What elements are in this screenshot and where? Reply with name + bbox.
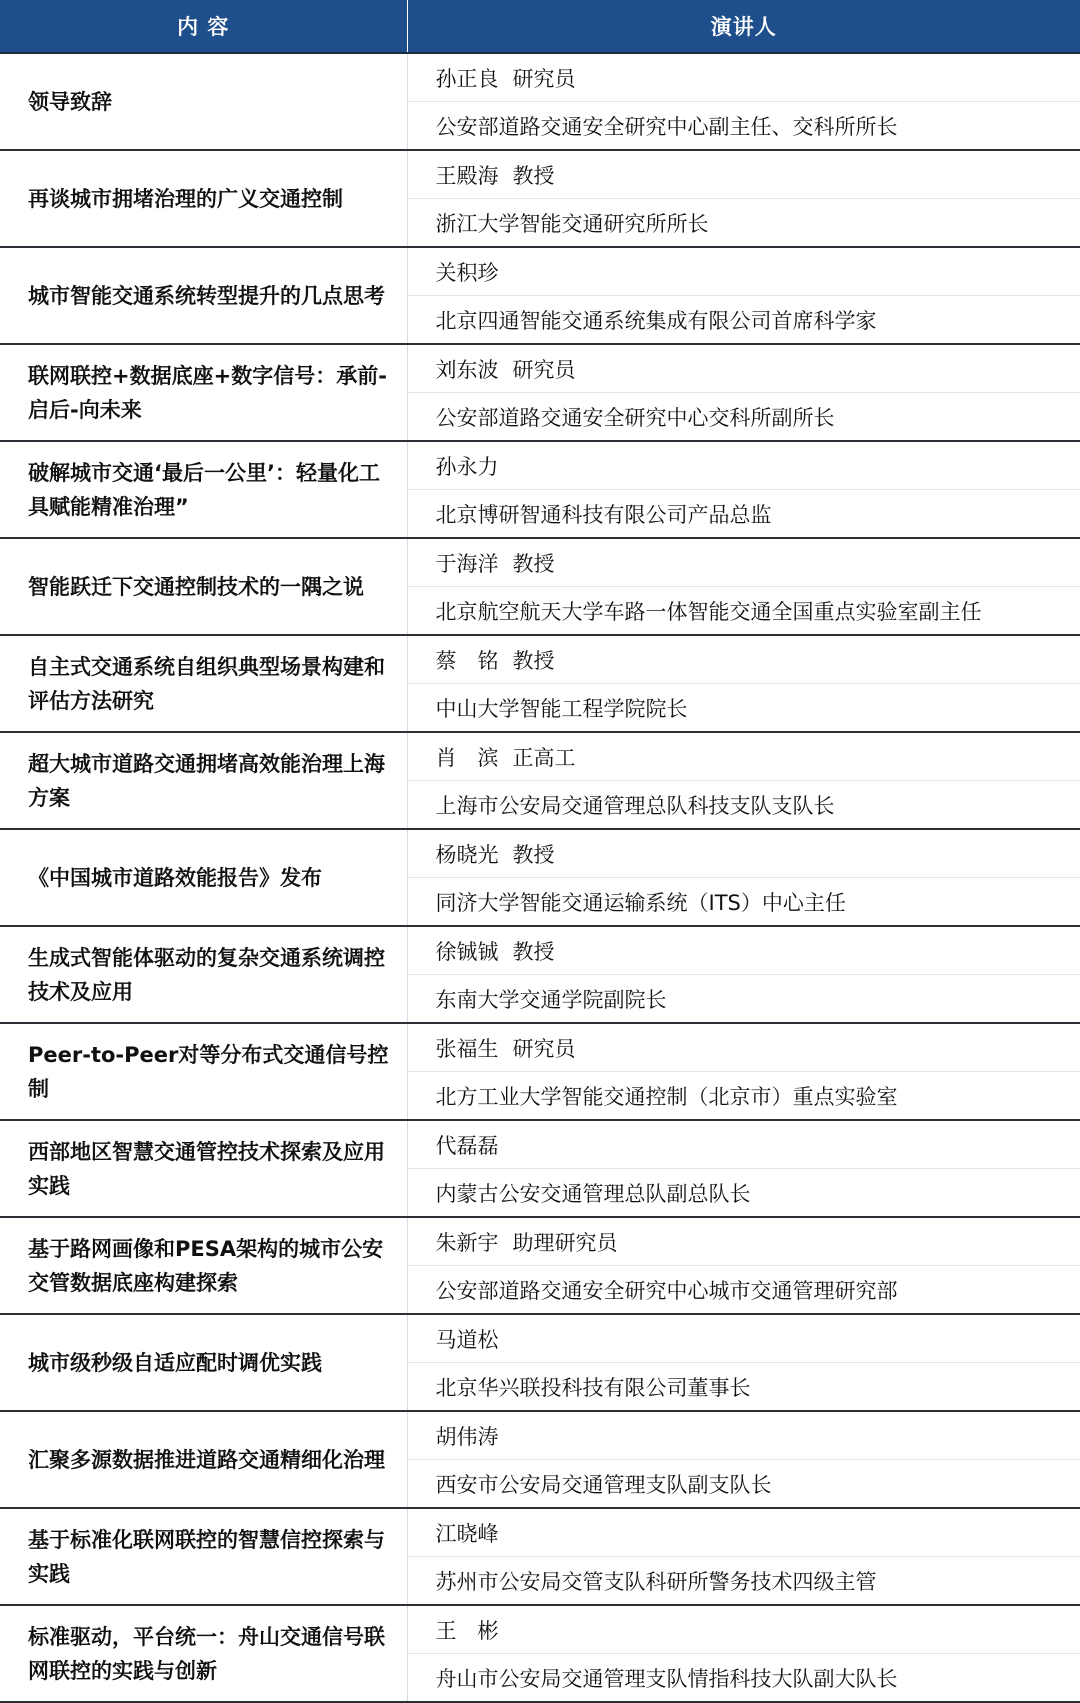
speaker-name: 张福生 [435, 1036, 499, 1061]
talk-topic: 《中国城市道路效能报告》发布 [0, 829, 407, 926]
speaker-cell [407, 829, 1080, 878]
table-row [0, 926, 1080, 975]
talk-topic: 超大城市道路交通拥堵高效能治理上海方案 [0, 732, 407, 829]
speaker-affiliation: 上海市公安局交通管理总队科技支队支队长 [407, 781, 1080, 830]
speaker-title: 教授 [512, 163, 555, 188]
speaker-cell [407, 53, 1080, 102]
speaker-title: 正高工 [512, 745, 576, 770]
speaker-affiliation: 北京四通智能交通系统集成有限公司首席科学家 [407, 296, 1080, 345]
speaker-name: 孙正良 [435, 66, 499, 91]
header-speaker: 演讲人 [407, 0, 1080, 53]
table-row [0, 150, 1080, 199]
speaker-cell [407, 150, 1080, 199]
speaker-name: 蔡 铭 [435, 648, 499, 673]
speaker-cell [407, 1217, 1080, 1266]
speaker-name: 朱新宇 [435, 1230, 499, 1255]
speaker-cell [407, 247, 1080, 296]
speaker-cell [407, 732, 1080, 781]
speaker-affiliation: 公安部道路交通安全研究中心副主任、交科所所长 [407, 102, 1080, 151]
speaker-title: 教授 [512, 648, 555, 673]
table-row [0, 538, 1080, 587]
speaker-cell [407, 1314, 1080, 1363]
talk-topic: 汇聚多源数据推进道路交通精细化治理 [0, 1411, 407, 1508]
speaker-name: 孙永力 [435, 454, 499, 479]
table-row [0, 1605, 1080, 1654]
speaker-name: 关积珍 [435, 260, 499, 285]
table-row [0, 635, 1080, 684]
table-row [0, 1411, 1080, 1460]
speaker-cell [407, 1508, 1080, 1557]
table-row [0, 1120, 1080, 1169]
speaker-affiliation: 公安部道路交通安全研究中心城市交通管理研究部 [407, 1266, 1080, 1315]
talk-topic: 城市智能交通系统转型提升的几点思考 [0, 247, 407, 344]
speaker-name: 代磊磊 [435, 1133, 499, 1158]
speaker-cell [407, 1605, 1080, 1654]
speaker-name: 江晓峰 [435, 1521, 499, 1546]
speaker-cell [407, 635, 1080, 684]
speaker-cell [407, 1411, 1080, 1460]
speaker-title: 教授 [512, 551, 555, 576]
table-body [0, 53, 1080, 1702]
speaker-affiliation: 西安市公安局交通管理支队副支队长 [407, 1460, 1080, 1509]
table-row [0, 53, 1080, 102]
talk-topic: 联网联控+数据底座+数字信号：承前-启后-向未来 [0, 344, 407, 441]
talk-topic: 自主式交通系统自组织典型场景构建和评估方法研究 [0, 635, 407, 732]
speaker-title: 教授 [512, 939, 555, 964]
speaker-affiliation: 苏州市公安局交管支队科研所警务技术四级主管 [407, 1557, 1080, 1606]
speaker-affiliation: 浙江大学智能交通研究所所长 [407, 199, 1080, 248]
table-row [0, 1314, 1080, 1363]
talk-topic: 标准驱动，平台统一：舟山交通信号联网联控的实践与创新 [0, 1605, 407, 1702]
speaker-name: 胡伟涛 [435, 1424, 499, 1449]
speaker-affiliation: 内蒙古公安交通管理总队副总队长 [407, 1169, 1080, 1218]
speaker-affiliation: 北京博研智通科技有限公司产品总监 [407, 490, 1080, 539]
speaker-cell [407, 1120, 1080, 1169]
talk-topic: 城市级秒级自适应配时调优实践 [0, 1314, 407, 1411]
speaker-name: 王殿海 [435, 163, 499, 188]
table-row [0, 344, 1080, 393]
speaker-name: 王 彬 [435, 1618, 499, 1643]
speaker-affiliation: 公安部道路交通安全研究中心交科所副所长 [407, 393, 1080, 442]
speaker-cell [407, 441, 1080, 490]
speaker-cell [407, 1023, 1080, 1072]
talk-topic: 西部地区智慧交通管控技术探索及应用实践 [0, 1120, 407, 1217]
speaker-affiliation: 中山大学智能工程学院院长 [407, 684, 1080, 733]
talk-topic: Peer-to-Peer对等分布式交通信号控制 [0, 1023, 407, 1120]
speaker-cell [407, 926, 1080, 975]
table-row [0, 441, 1080, 490]
speaker-name: 于海洋 [435, 551, 499, 576]
table-row [0, 829, 1080, 878]
table-row [0, 1217, 1080, 1266]
talk-topic: 智能跃迁下交通控制技术的一隅之说 [0, 538, 407, 635]
speaker-name: 肖 滨 [435, 745, 499, 770]
speaker-affiliation: 北京华兴联投科技有限公司董事长 [407, 1363, 1080, 1412]
speaker-name: 徐铖铖 [435, 939, 499, 964]
speaker-title: 教授 [512, 842, 555, 867]
speaker-title: 研究员 [512, 1036, 576, 1061]
header-content: 内 容 [0, 0, 407, 53]
table-row [0, 1023, 1080, 1072]
speaker-title: 研究员 [512, 66, 576, 91]
speaker-cell [407, 538, 1080, 587]
speaker-name: 马道松 [435, 1327, 499, 1352]
speaker-affiliation: 北方工业大学智能交通控制（北京市）重点实验室 [407, 1072, 1080, 1121]
talk-topic: 领导致辞 [0, 53, 407, 150]
speaker-title: 助理研究员 [512, 1230, 618, 1255]
talk-topic: 生成式智能体驱动的复杂交通系统调控技术及应用 [0, 926, 407, 1023]
table-row [0, 247, 1080, 296]
speaker-affiliation: 东南大学交通学院副院长 [407, 975, 1080, 1024]
talk-topic: 基于标准化联网联控的智慧信控探索与实践 [0, 1508, 407, 1605]
talk-topic: 再谈城市拥堵治理的广义交通控制 [0, 150, 407, 247]
table-row [0, 732, 1080, 781]
table-row [0, 1508, 1080, 1557]
speaker-name: 杨晓光 [435, 842, 499, 867]
speaker-name: 刘东波 [435, 357, 499, 382]
speaker-affiliation: 舟山市公安局交通管理支队情指科技大队副大队长 [407, 1654, 1080, 1703]
talk-topic: 破解城市交通‘最后一公里’：轻量化工具赋能精准治理” [0, 441, 407, 538]
speaker-affiliation: 同济大学智能交通运输系统（ITS）中心主任 [407, 878, 1080, 927]
table-header [0, 0, 1080, 53]
speaker-title: 研究员 [512, 357, 576, 382]
talk-topic: 基于路网画像和PESA架构的城市公安交管数据底座构建探索 [0, 1217, 407, 1314]
speaker-cell [407, 344, 1080, 393]
speaker-affiliation: 北京航空航天大学车路一体智能交通全国重点实验室副主任 [407, 587, 1080, 636]
